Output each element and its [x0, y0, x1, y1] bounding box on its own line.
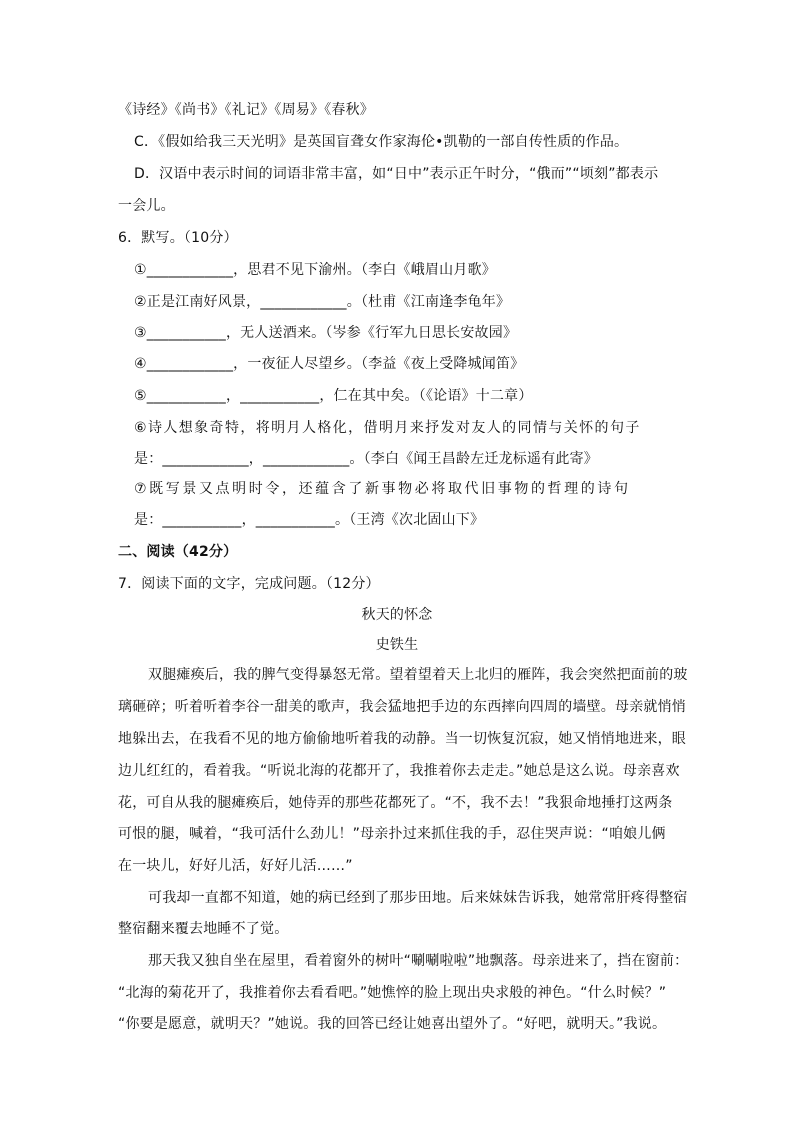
q6-item-5: ⑤___________，___________，仁在其中矣。（《论语》十二章）	[134, 388, 533, 404]
q6-item-2: ②正是江南好风景，____________。（杜甫《江南逢李龟年》	[134, 294, 511, 310]
q5-options-line: 《诗经》《尚书》《礼记》《周易》《春秋》	[118, 102, 374, 118]
article-line: 璃砸碎；听着听着李谷一甜美的歌声，我会猛地把手边的东西摔向四周的墙壁。母亲就悄悄	[118, 699, 686, 715]
q6-item-4: ④____________，一夜征人尽望乡。（李益《夜上受降城闻笛》	[134, 356, 525, 372]
article-line: 地躲出去，在我看不见的地方偷偷地听着我的动静。当一切恢复沉寂，她又悄悄地进来，眼	[118, 731, 686, 747]
article-line: “你要是愿意，就明天？”她说。我的回答已经让她喜出望外了。“好吧，就明天。”我说。	[118, 1016, 667, 1032]
article-line: 花，可自从我的腿瘫痪后，她侍弄的那些花都死了。“不，我不去！”我狠命地捶打这两条	[118, 795, 673, 811]
article-line: 双腿瘫痪后，我的脾气变得暴怒无常。望着望着天上北归的雁阵，我会突然把面前的玻	[148, 667, 688, 683]
q6-item-6: ⑥诗人想象奇特，将明月人格化，借明月来抒发对友人的同情与关怀的句子	[134, 420, 641, 436]
article-line: 边儿红红的，看着我。“听说北海的花都开了，我推着你去走走。”她总是这么说。母亲喜欢	[118, 763, 680, 779]
article-title: 秋天的怀念	[361, 607, 433, 623]
q6-heading: 6．默写。（10分）	[118, 230, 238, 246]
article-line: 在一块儿，好好儿活，好好儿活……”	[118, 858, 353, 874]
article-line: 整宿翻来覆去地睡不了觉。	[118, 921, 289, 937]
article-line: “北海的菊花开了，我推着你去看看吧。”她憔悴的脸上现出央求般的神色。“什么时候？”	[118, 985, 667, 1001]
article-author: 史铁生	[375, 637, 419, 653]
q6-item-3: ③___________，无人送酒来。（岑参《行军九日思长安故园》	[134, 325, 518, 341]
q5-option-d-cont: 一会儿。	[118, 198, 175, 214]
article-line: 可恨的腿，喊着，“我可活什么劲儿！”母亲扑过来抓住我的手，忍住哭声说：“咱娘儿俩	[118, 826, 666, 842]
q6-item-7: ⑦既写景又点明时令，还蕴含了新事物必将取代旧事物的哲理的诗句	[134, 481, 631, 497]
q6-item-1: ①____________，思君不见下渝州。（李白《峨眉山月歌》	[134, 262, 496, 278]
article-line: 可我却一直都不知道，她的病已经到了那步田地。后来妹妹告诉我，她常常肝疼得整宿	[148, 890, 688, 906]
q6-item-7-cont: 是：___________，___________。（王湾《次北固山下》	[134, 512, 485, 528]
section-heading-reading: 二、阅读（42分）	[118, 544, 238, 560]
q5-option-d: D．汉语中表示时间的词语非常丰富，如“日中”表示正午时分，“俄而”“顷刻”都表示	[134, 166, 659, 182]
article-line: 那天我又独自坐在屋里，看着窗外的树叶“唰唰啦啦”地飘落。母亲进来了，挡在窗前：	[148, 953, 689, 969]
q7-heading: 7．阅读下面的文字，完成问题。（12分）	[118, 576, 380, 592]
q5-option-c: C．《假如给我三天光明》是英国盲聋女作家海伦•凯勒的一部自传性质的作品。	[134, 134, 629, 150]
q6-item-6-cont: 是：____________，____________。（李白《闻王昌龄左迁龙标遥有此寄》	[134, 451, 598, 467]
